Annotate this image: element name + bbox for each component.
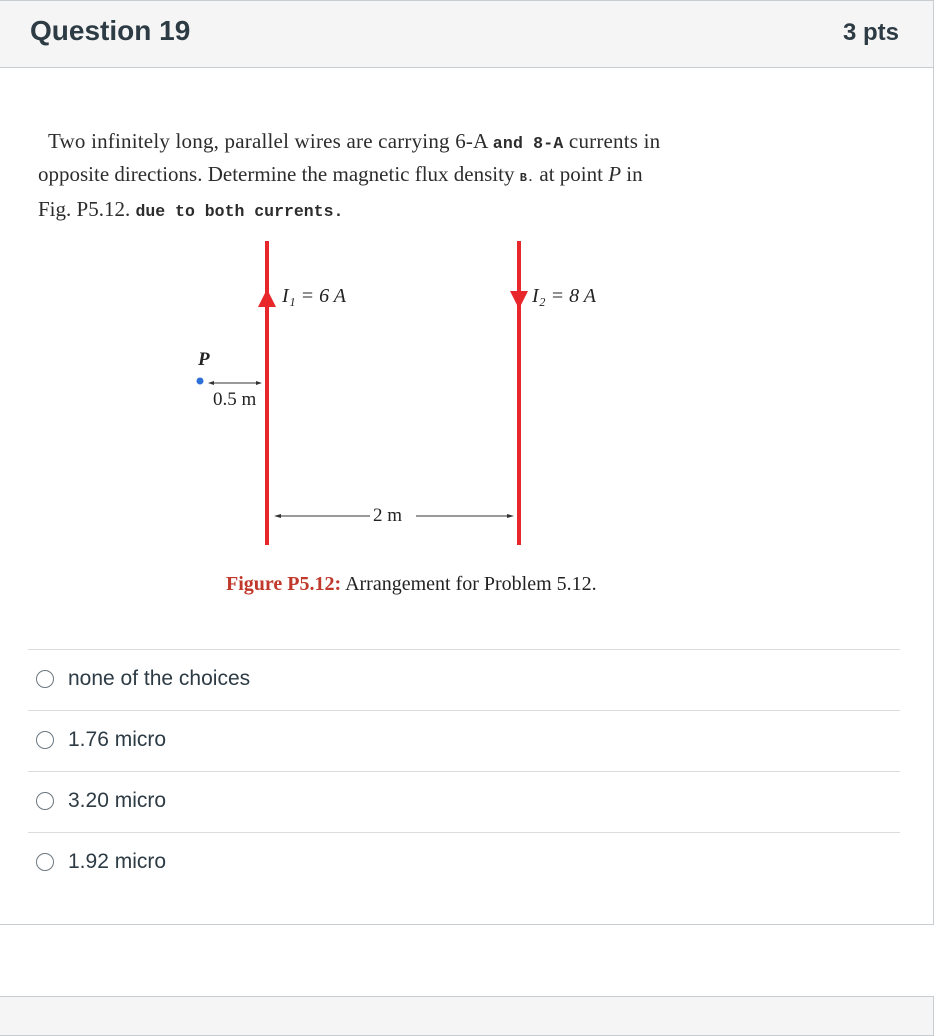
figure-caption: Figure P5.12: Arrangement for Problem 5.12. [226,573,597,595]
wire-1 [265,241,269,545]
answer-label: 1.92 micro [68,850,167,873]
figure-p5-12 [150,233,670,613]
answer-label: 3.20 micro [68,789,167,812]
question-points: 3 pts [842,19,899,46]
current-arrow-up-icon [258,289,276,307]
question-header [0,1,933,68]
label-i2: I₂ = 8 A [532,285,596,307]
label-i1: I₁ = 6 A [282,285,346,307]
dimension-arrow-right-icon [256,381,262,385]
current-arrow-down-icon [510,291,528,309]
dimension-arrow-left-icon [208,381,214,385]
answer-option[interactable] [36,710,896,770]
question-text [38,126,818,227]
label-point-p: P [198,349,210,370]
label-half-meter: 0.5 m [213,389,257,410]
question-text-line-2: opposite directions. Determine the magnetic flux density B. at point P in [38,162,643,186]
question-text-line-1: Two infinitely long, parallel wires are carrying 6-A and 8-A currents in [48,129,661,153]
radio-button[interactable] [36,731,54,749]
answer-option[interactable] [36,832,896,892]
radio-button[interactable] [36,853,54,871]
answer-option[interactable] [36,649,896,709]
radio-button[interactable] [36,792,54,810]
label-two-meter: 2 m [373,505,403,526]
answer-label: 1.76 micro [68,728,167,751]
next-question-card [0,996,934,1036]
point-p [197,378,204,385]
radio-button[interactable] [36,670,54,688]
wire-2 [517,241,521,545]
question-title: Question 19 [30,15,191,46]
question-text-line-3: Fig. P5.12. due to both currents. [38,197,344,221]
answer-option[interactable] [36,771,896,831]
answer-label: none of the choices [68,667,251,690]
dimension-arrow-right-icon [507,514,514,518]
dimension-arrow-left-icon [274,514,281,518]
